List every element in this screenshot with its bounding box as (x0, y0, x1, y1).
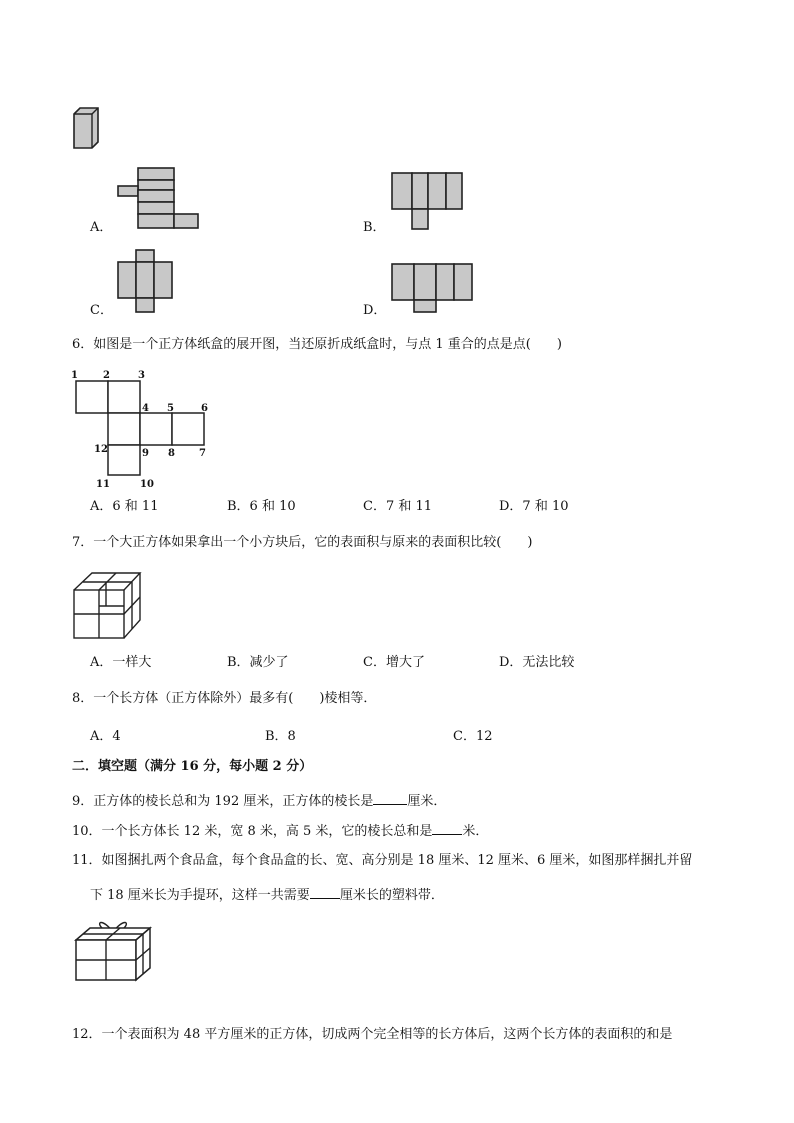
option-d-label: D． (363, 303, 387, 318)
q9-text-before: 9．正方体的棱长总和为 192 厘米，正方体的棱长是 (72, 794, 374, 809)
point-label-3: 3 (138, 370, 145, 381)
point-label-12: 12 (94, 444, 108, 455)
option-c-label: C． (90, 303, 113, 318)
net-option-c[interactable] (116, 248, 178, 316)
q11-text-before: 下 18 厘米长为手提环，这样一共需要 (90, 888, 310, 903)
question-8-stem: 8．一个长方体（正方体除外）最多有( )棱相等． (72, 691, 377, 706)
net-option-d[interactable] (390, 262, 476, 314)
q11-answer-blank[interactable] (310, 884, 340, 899)
q9-text-after: 厘米． (407, 794, 447, 809)
q11-text-after: 厘米长的塑料带． (339, 888, 444, 903)
option-b-label: B． (363, 220, 386, 235)
net-option-a[interactable] (116, 166, 200, 232)
point-label-1: 1 (71, 370, 78, 381)
point-label-4: 4 (142, 403, 149, 414)
q8-option-a[interactable]: A．4 (90, 729, 121, 744)
q6-option-c[interactable]: C．7 和 11 (363, 499, 433, 514)
q10-answer-blank[interactable] (432, 820, 462, 835)
question-11-line-1: 11．如图捆扎两个食品盒，每个食品盒的长、宽、高分别是 18 厘米、12 厘米、6 厘米，如图那样捆扎并留 (72, 853, 693, 868)
cuboid-figure (72, 106, 102, 152)
q7-option-d[interactable]: D．无法比较 (499, 655, 575, 670)
point-label-5: 5 (167, 403, 174, 414)
q7-option-a[interactable]: A．一样大 (90, 655, 152, 670)
q7-option-c[interactable]: C．增大了 (363, 655, 425, 670)
question-12-line-1: 12．一个表面积为 48 平方厘米的正方体，切成两个完全相等的长方体后，这两个长方体的表面积的和是 (72, 1027, 673, 1042)
point-label-6: 6 (201, 403, 208, 414)
point-label-7: 7 (199, 448, 206, 459)
question-9 (72, 790, 446, 811)
section-2-heading: 二．填空题（满分 16 分，每小题 2 分） (72, 759, 313, 774)
cube-net-points-figure (68, 366, 218, 492)
point-label-2: 2 (103, 370, 110, 381)
tied-food-boxes-figure (72, 918, 154, 984)
point-label-11: 11 (96, 479, 110, 490)
question-11-line-2 (90, 884, 444, 905)
q6-option-a[interactable]: A．6 和 11 (90, 499, 159, 514)
question-10 (72, 820, 488, 841)
point-label-8: 8 (168, 448, 175, 459)
q6-option-d[interactable]: D．7 和 10 (499, 499, 569, 514)
q9-answer-blank[interactable] (373, 790, 407, 805)
point-label-9: 9 (142, 448, 149, 459)
q6-option-b[interactable]: B．6 和 10 (227, 499, 296, 514)
q10-text-after: 米． (462, 824, 489, 839)
question-7-stem: 7．一个大正方体如果拿出一个小方块后，它的表面积与原来的表面积比较( ) (72, 535, 533, 550)
cube-missing-block-figure (72, 570, 144, 642)
q8-option-c[interactable]: C．12 (453, 729, 493, 744)
q7-option-b[interactable]: B．减少了 (227, 655, 289, 670)
net-option-b[interactable] (390, 171, 466, 233)
option-a-label: A． (90, 220, 113, 235)
point-label-10: 10 (140, 479, 154, 490)
q8-option-b[interactable]: B．8 (265, 729, 296, 744)
q10-text-before: 10．一个长方体长 12 米，宽 8 米，高 5 米，它的棱长总和是 (72, 824, 433, 839)
question-6-stem: 6．如图是一个正方体纸盒的展开图，当还原折成纸盒时，与点 1 重合的点是点( ) (72, 337, 562, 352)
